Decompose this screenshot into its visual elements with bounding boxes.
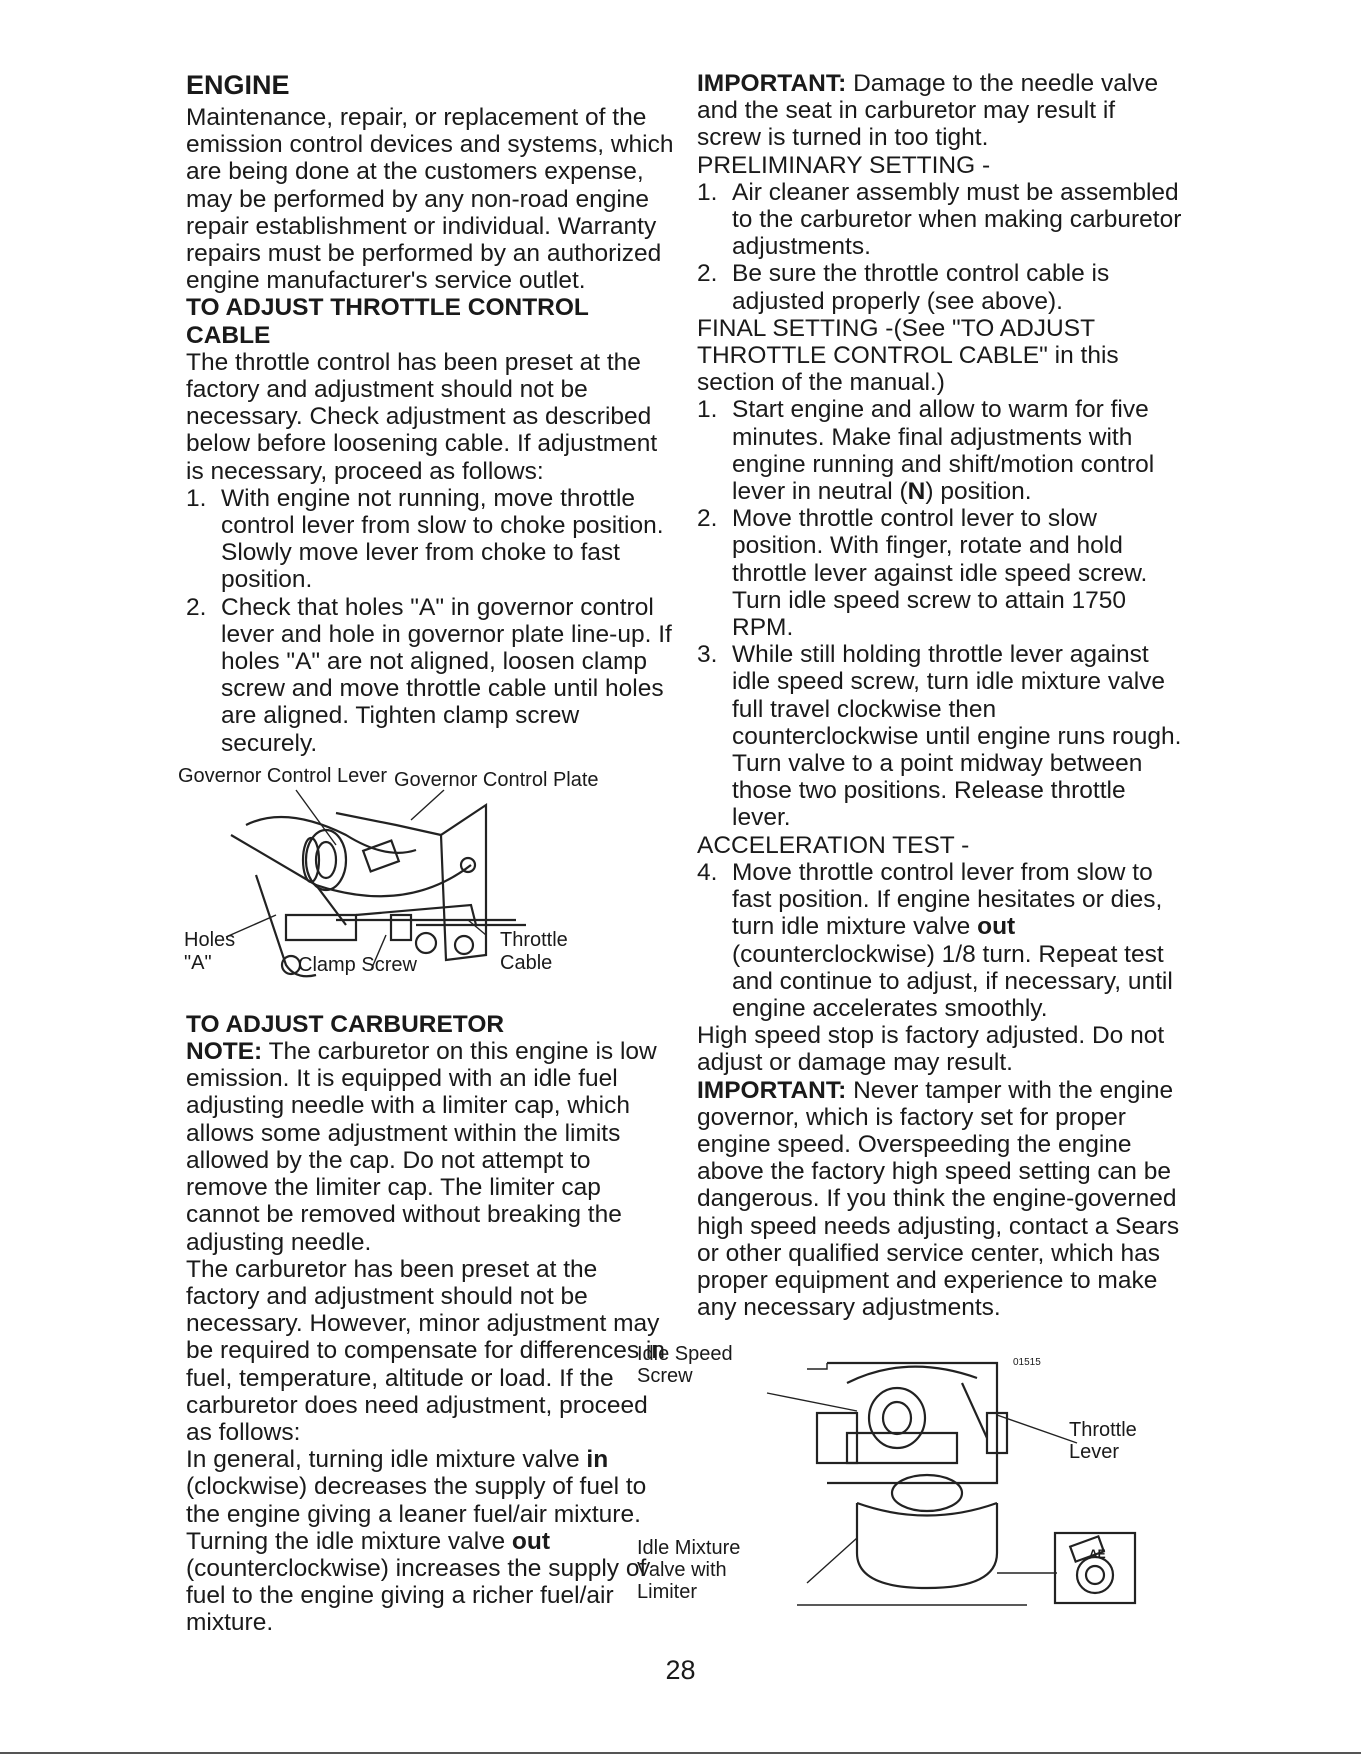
clamp-screw-label: Clamp Screw [298, 953, 417, 976]
throttle-steps-list [186, 485, 674, 757]
high-speed-paragraph: High speed stop is factory adjusted. Do not adjust or damage may result. [697, 1022, 1165, 1077]
governor-lever-label: Governor Control Lever [178, 764, 387, 787]
neutral-letter: N [907, 478, 926, 506]
step-number: 1. [186, 484, 207, 512]
page-number: 28 [665, 1655, 696, 1685]
note-label: NOTE: [186, 1038, 263, 1066]
governor-diagram [178, 764, 674, 1001]
important-label: IMPORTANT: [697, 70, 847, 97]
carburetor-diagram [637, 1343, 1185, 1613]
list-item [697, 260, 1185, 314]
important-text: Damage to the needle valve and the seat in carburetor may result if screw is turned in too tight. [697, 70, 1159, 152]
holes-a-label: "A" [184, 951, 212, 974]
throttle-cable-label-line2: Cable [500, 951, 553, 974]
badge-ae: AE [1089, 1547, 1106, 1562]
step-number: 4. [697, 858, 718, 886]
acceleration-test-heading: ACCELERATION TEST - [697, 831, 970, 859]
carburetor-preset-paragraph: The carburetor has been preset at the factory and adjustment should not be necessary. However, minor adjustment may be required to compensate for differences in fuel, temperature, altitude or load. If the carburetor does need adjustment, proceed as follows: [186, 1255, 665, 1446]
throttle-lever-label-line2: Lever [1069, 1441, 1120, 1464]
governor-plate-label: Governor Control Plate [394, 768, 599, 791]
step-number: 3. [697, 641, 718, 669]
step-number: 1. [697, 178, 718, 206]
important-label: IMPORTANT: [697, 1076, 847, 1104]
carburetor-illustration [697, 1343, 1185, 1613]
list-item [697, 505, 1185, 641]
bottom-rule [0, 1752, 1361, 1754]
carburetor-heading: TO ADJUST CARBURETOR [186, 1010, 505, 1038]
list-item [697, 641, 1185, 831]
final-steps-list [697, 396, 1185, 831]
step-text: Move throttle control lever to slow position. With finger, rotate and hold throttle lever against idle speed screw. Turn idle speed screw to attain 1750 RPM. [732, 505, 1148, 642]
right-column [637, 70, 1185, 1623]
throttle-intro-paragraph: The throttle control has been preset at the factory and adjustment should not be necessary. Check adjustment as described below before loosening cable. If adjustment is necessary, proceed as follows: [186, 348, 658, 485]
carburetor-note-paragraph [186, 1038, 674, 1256]
preliminary-setting-heading: PRELIMINARY SETTING - [697, 151, 991, 179]
step-text: Air cleaner assembly must be assembled to the carburetor when making carburetor adjustments. [732, 178, 1182, 261]
step-text: Be sure the throttle control cable is adjusted properly (see above). [732, 260, 1110, 315]
governor-illustration [186, 765, 674, 1001]
throttle-lever-label-line1: Throttle [1069, 1419, 1137, 1442]
list-item [186, 594, 674, 757]
figure-code: 01515 [1013, 1357, 1041, 1369]
step-text: Move throttle control lever from slow to fast position. If engine hesitates or dies, turn idle mixture valve [732, 858, 1163, 941]
step-text-end: (counterclockwise) 1/8 turn. Repeat test and continue to adjust, if necessary, until engine accelerates smoothly. [732, 940, 1173, 1022]
list-item [186, 485, 674, 594]
idle-mixture-label-line2: Valve with [637, 1559, 727, 1582]
idle-mixture-label-line1: Idle Mixture [637, 1537, 741, 1560]
step-text: Start engine and allow to warm for five minutes. Make final adjustments with engine running and shift/motion control lever in neutral ( [732, 396, 1155, 506]
step-number: 1. [697, 396, 718, 424]
mixture-text-a: In general, turning idle mixture valve [186, 1446, 580, 1474]
important-governor-paragraph [697, 1077, 1185, 1322]
emphasis-out: out [977, 913, 1016, 941]
list-item [697, 179, 1185, 261]
step-text-end: ) position. [925, 478, 1032, 506]
mixture-text-c: (counterclockwise) increases the supply of fuel to the engine giving a richer fuel/air mixture. [186, 1554, 647, 1637]
idle-mixture-label-line3: Limiter [637, 1581, 698, 1604]
throttle-cable-heading: TO ADJUST THROTTLE CONTROL CABLE [186, 294, 589, 349]
step-number: 2. [186, 593, 207, 621]
emphasis-out: out [511, 1527, 551, 1555]
emphasis-in: in [586, 1446, 609, 1474]
list-item [697, 396, 1185, 505]
engine-heading: ENGINE [186, 70, 290, 100]
final-setting-heading: FINAL SETTING -(See "TO ADJUST THROTTLE CONTROL CABLE" in this section of the manual.) [697, 314, 1119, 397]
left-column [178, 70, 674, 1637]
engine-paragraph: Maintenance, repair, or replacement of the emission control devices and systems, which are being done at the customers expense, may be performed by any non-road engine repair establishment or individual. Warranty repairs must be performed by an authorized engine manufacturer's service outlet. [186, 104, 674, 295]
important-needle-paragraph [697, 70, 1185, 152]
step-text: Check that holes "A" in governor control lever and hole in governor plate line-up. If holes "A" are not aligned, loosen clamp screw and move throttle cable until holes are aligned. Tighten clamp screw securely. [221, 593, 672, 757]
list-item [697, 859, 1185, 1022]
step-text: While still holding throttle lever against idle speed screw, turn idle mixture valve full travel clockwise then counterclockwise until engine runs rough. Turn valve to a point midway between those two positions. Release throttle lever. [732, 641, 1182, 832]
acceleration-steps-list [697, 859, 1185, 1022]
preliminary-steps-list [697, 179, 1185, 315]
step-number: 2. [697, 505, 718, 533]
holes-label: Holes [184, 928, 236, 951]
idle-speed-label-line2: Screw [637, 1365, 693, 1388]
step-text: With engine not running, move throttle control lever from slow to choke position. Slowly move lever from choke to fast position. [221, 484, 664, 594]
note-text: The carburetor on this engine is low emission. It is equipped with an idle fuel adjusting needle with a limiter cap, which allows some adjustment within the limits allowed by the cap. Do not attempt to remove the limiter cap. The limiter cap cannot be removed without breaking the adjusting needle. [186, 1038, 657, 1256]
throttle-cable-label-line1: Throttle [500, 928, 568, 951]
step-number: 2. [697, 260, 718, 288]
mixture-text-b: (clockwise) decreases the supply of fuel to the engine giving a leaner fuel/air mixture. Turning the idle mixture valve [186, 1473, 647, 1555]
important-text: Never tamper with the engine governor, which is factory set for proper engine speed. Overspeeding the engine above the factory high speed setting can be dangerous. If you think the engine-governed high speed needs adjusting, contact a Sears or other qualified service center, which has proper equipment and experience to make any necessary adjustments. [697, 1076, 1180, 1322]
idle-speed-label-line1: Idle Speed [637, 1343, 733, 1366]
mixture-valve-paragraph [186, 1446, 674, 1636]
